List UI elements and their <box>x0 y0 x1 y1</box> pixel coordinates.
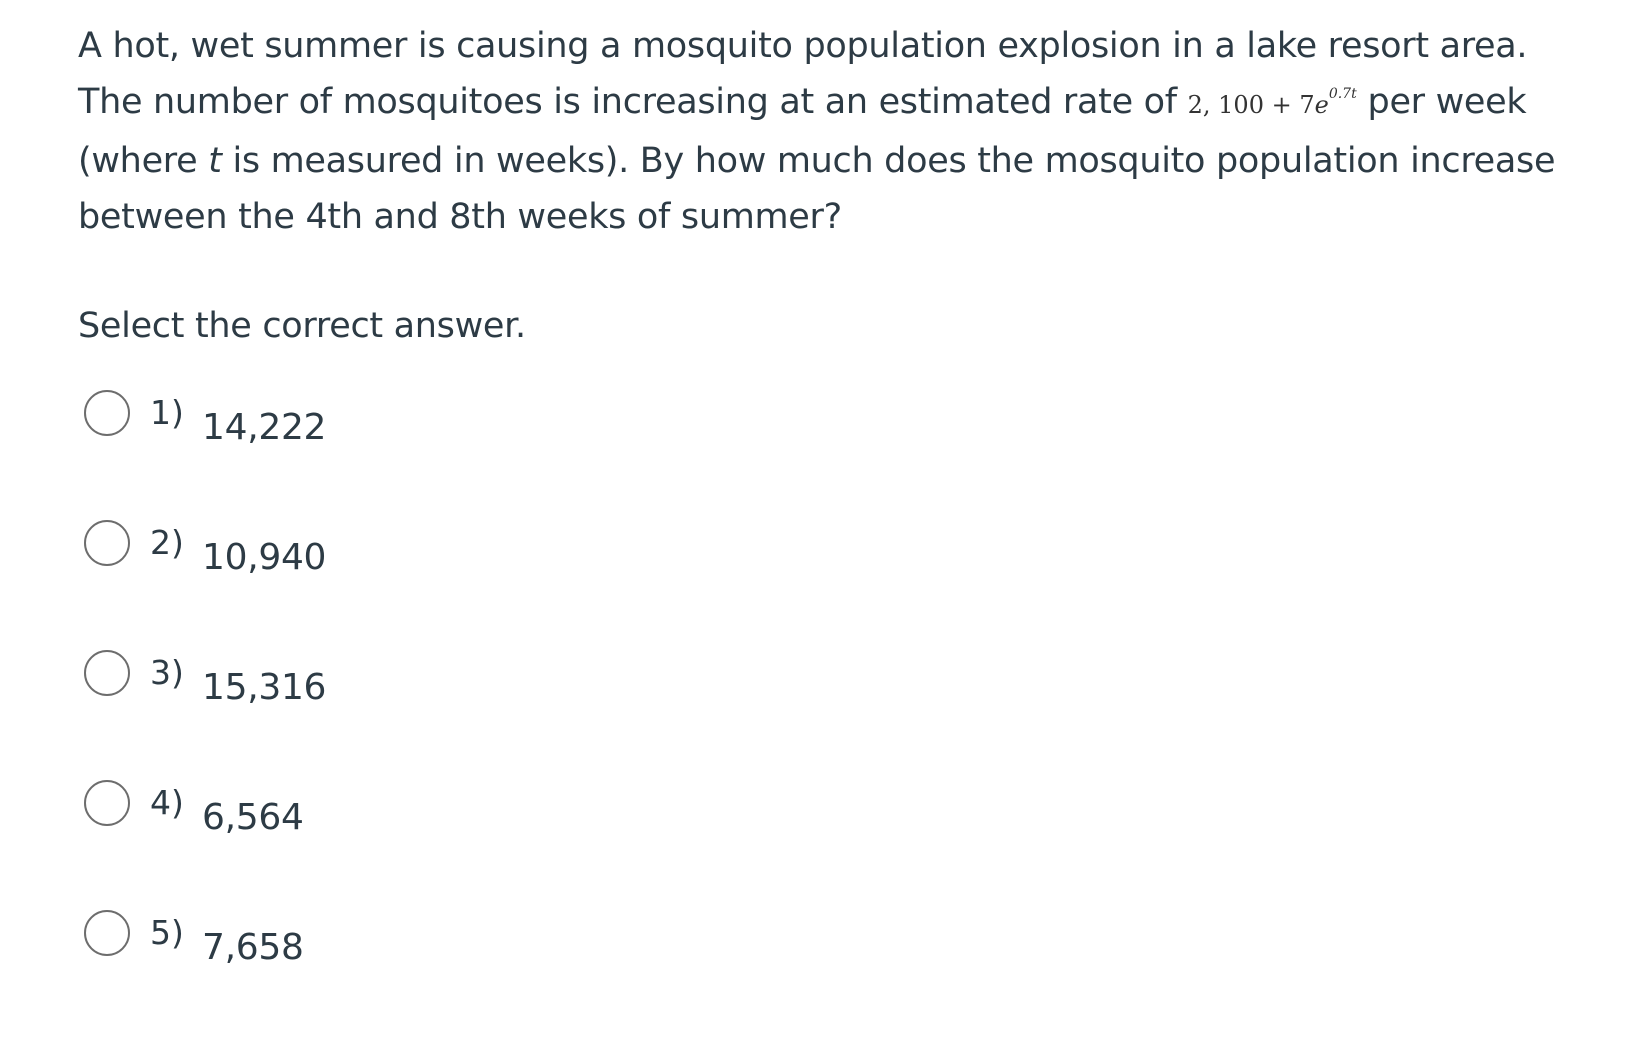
formula-base: 2, 100 + 7 <box>1187 91 1315 119</box>
option-number: 3) <box>150 653 184 692</box>
answer-option-2[interactable] <box>84 520 584 580</box>
answer-option-1[interactable] <box>84 390 584 450</box>
radio-button[interactable] <box>84 780 130 826</box>
question-part-3: is measured in weeks). By how much does the mosquito population increase between the 4th and 8th weeks of summer? <box>78 141 1556 237</box>
radio-button[interactable] <box>84 520 130 566</box>
answer-prompt: Select the correct answer. <box>78 306 526 346</box>
question-text <box>78 18 1578 245</box>
option-value: 7,658 <box>202 927 304 968</box>
answer-option-4[interactable] <box>84 780 584 840</box>
radio-button[interactable] <box>84 650 130 696</box>
option-value: 10,940 <box>202 537 327 578</box>
option-value: 14,222 <box>202 407 327 448</box>
radio-button[interactable] <box>84 910 130 956</box>
rate-formula <box>1187 86 1357 119</box>
question-part-1: A hot, wet summer is causing a mosquito population explosion in a lake resort area. The number of mosquitoes is increasing at an estimated rate of <box>78 26 1528 122</box>
option-number: 1) <box>150 393 184 432</box>
option-number: 5) <box>150 913 184 952</box>
answer-option-5[interactable] <box>84 910 584 970</box>
option-value: 15,316 <box>202 667 327 708</box>
option-value: 6,564 <box>202 797 304 838</box>
option-number: 2) <box>150 523 184 562</box>
radio-button[interactable] <box>84 390 130 436</box>
option-number: 4) <box>150 783 184 822</box>
formula-e: e <box>1314 91 1329 119</box>
variable-t: t <box>208 141 222 181</box>
question-part-2: per week (where <box>78 82 1527 181</box>
answer-option-3[interactable] <box>84 650 584 710</box>
formula-exponent: 0.7t <box>1328 86 1357 102</box>
